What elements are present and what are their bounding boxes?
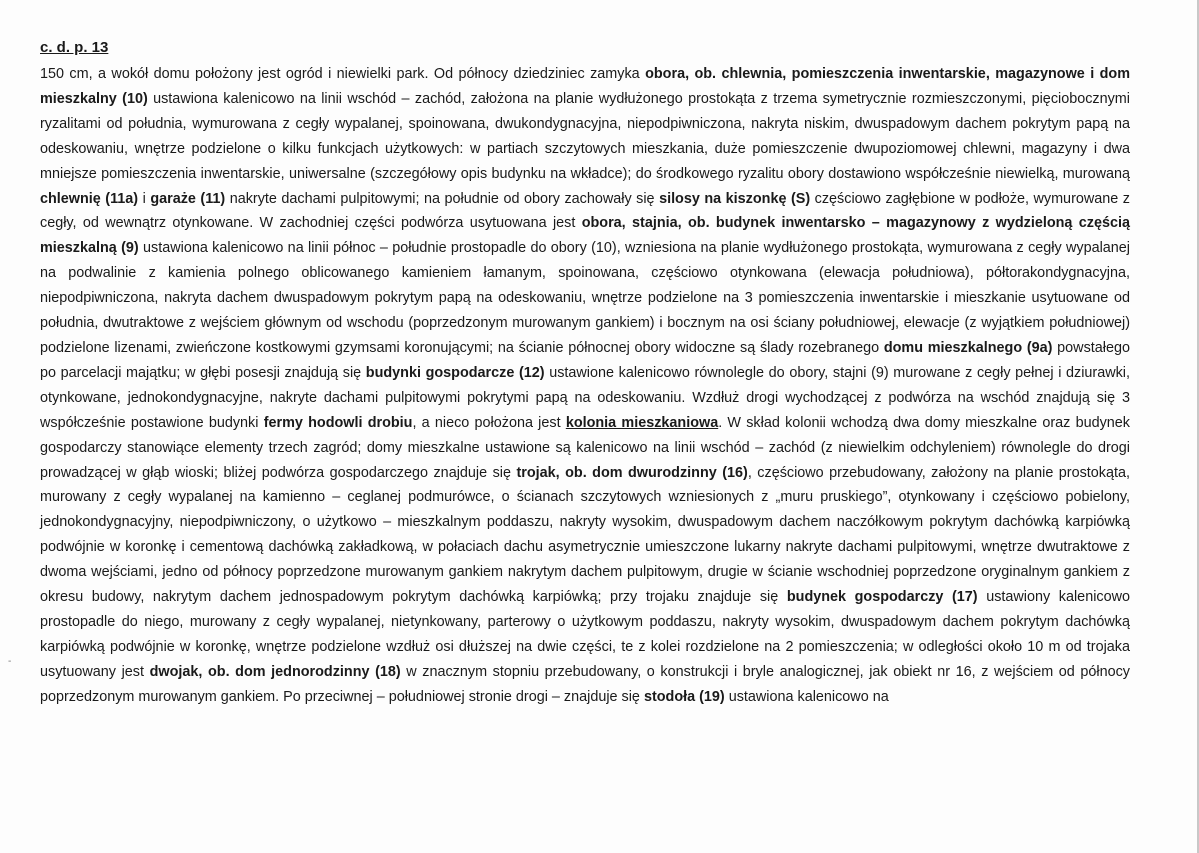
text-run: powstałego po parcelacji majątku; w głębi posesji znajdują się [40,339,1130,381]
text-run: ustawiona kalenicowo na [724,688,889,705]
bold-term: obora, ob. chlewnia, pomieszczenia inwentarskie, magazynowe i dom mieszkalny (10) [40,66,1130,107]
bold-term: stodoła (19) [643,688,725,705]
bold-term: trojak, ob. dom dwurodzinny (16) [516,464,748,481]
bold-term: fermy hodowli drobiu [263,414,413,431]
text-run: i [138,190,151,207]
page-heading: c. d. p. 13 [40,39,109,56]
text-run: w znacznym stopniu przebudowany, o konstrukcji i bryle analogicznej, jak obiekt nr 16, z wejściem od północy poprzedzonym murowanym gankiem. Po przeciwnej – południowej stronie drogi – znajduje się [40,663,1130,705]
text-run: ustawiony kalenicowo prostopadle do niego, murowany z cegły wypalanej, nietynkowany, parterowy o użytkowym poddaszu, nakryty wysokim, dwuspadowym dachem pokrytym dachówką karpiówką podwójnie w koronkę, wnętrze podzielone wzdłuż osi dłuższej na dwie części, te z kolei rozdzielone na 2 pomieszczenia; w odległości około 10 m od trojaka usytuowany jest [40,589,1130,680]
text-run: ustawiona kalenicowo na linii wschód – zachód, założona na planie wydłużonego prostokąta z trzema symetrycznie rozmieszczonymi, pięciobocznymi ryzalitami od południa, wymurowana z cegły wypalanej, spoinowana, dwukondygnacyjna, niepodpiwniczona, nakryta niskim, dwuspadowym dachem pokrytym papą na odeskowaniu, wnętrze podzielone o kilku funkcjach użytkowych: w partiach szczytowych mieszkania, duże pomieszczenie dwupoziomowej chlewni, magazyny i dwa mniejsze pomieszczenia inwentarskie, uniwersalne (szczegółowy opis budynku na wkładce); do środkowego ryzalitu obory dostawiono współcześnie niewielką, murowaną [40,90,1130,182]
text-run: . W skład kolonii wchodzą dwa domy mieszkalne oraz budynek gospodarczy stanowiące elementy trzech zagród; domy mieszkalne ustawione są kalenicowo na linii wschód – zachód (z niewielkim odchyleniem) równolegle do drogi prowadzącej w głąb wioski; bliżej podwórza gospodarczego znajduje się [40,414,1131,481]
margin-mark: - [8,656,12,667]
bold-term: budynek gospodarczy (17) [786,589,978,606]
body-paragraph [40,62,1130,710]
bold-term: chlewnię (11a) [40,190,139,207]
text-run: , częściowo przebudowany, założony na planie prostokąta, murowany z cegły wypalanej na kamienno – ceglanej podmurówce, o ścianach szczytowych wzniesionych z „muru pruskiego”, otynkowany i częściowo pobielony, jednokondygnacyjny, niepodpiwniczony, o użytkowo – mieszkalnym poddaszu, nakryty wysokim, dwuspadowym dachem naczółkowym pokrytym dachówką karpiówką podwójnie w koronkę i cementową dachówką zakładkową, w połaciach dachu asymetrycznie umieszczone lukarny nakryte dachami pulpitowymi, wnętrze dwutraktowe z dwoma wejściami, jedno od północy poprzedzone murowanym gankiem nakrytym dachem pulpitowym, drugie w ścianie wschodniej poprzedzone oryginalnym gankiem z okresu budowy, nakrytym dachem jednospadowym pokrytym dachówką karpiówką; przy trojaku znajduje się [40,464,1130,606]
text-run: 150 cm, a wokół domu położony jest ogród i niewielki park. Od północy dziedziniec zamyka [40,66,646,82]
underlined-term: kolonia mieszkaniowa [565,414,719,431]
bold-term: obora, stajnia, ob. budynek inwentarsko – magazynowy z wydzieloną częścią mieszkalną (9) [40,215,1130,257]
text-run: ustawiona kalenicowo na linii północ – południe prostopadle do obory (10), wzniesiona na planie wydłużonego prostokąta, wymurowana z cegły wypalanej na podwalinie z kamienia polnego oblicowanego kamieniem łamanym, spoinowana, częściowo otynkowana (elewacja południowa), półtorakondygnacyjna, niepodpiwniczona, nakryta dachem dwuspadowym pokrytym papą na odeskowaniu, wnętrze podzielone na 3 pomieszczenia inwentarskie i mieszkanie usytuowane od południa, dwutraktowe z wejściem głównym od wschodu (poprzedzonym murowanym gankiem) i bocznym na osi ściany południowej, elewacje (z wyjątkiem południowej) podzielone lizenami, zwieńczone kostkowymi gzymsami koronującymi; na ścianie północnej obory widoczne są ślady rozebranego [40,240,1130,356]
bold-term: domu mieszkalnego (9a) [883,339,1053,356]
bold-term: budynki gospodarcze (12) [365,364,545,381]
bold-term: garaże (11) [150,190,226,207]
bold-term [566,415,718,431]
text-run: nakryte dachami pulpitowymi; na południe od obory zachowały się [225,190,660,207]
bold-term: silosy na kiszonkę (S) [659,190,811,207]
text-run: , a nieco położona jest [412,414,566,431]
text-run: ustawione kalenicowo równolegle do obory, stajni (9) murowane z cegły pełnej i dziurawki, otynkowane, jednokondygnacyjne, nakryte dachami pulpitowymi pokrytymi papą na odeskowaniu. Wzdłuż drogi wychodzącej z podwórza na wschód znajdują się 3 współcześnie postawione budynki [40,364,1131,431]
text-run: częściowo zagłębione w podłoże, wymurowane z cegły, od wewnątrz otynkowane. W zachodniej części podwórza usytuowana jest [40,190,1130,232]
bold-term: dwojak, ob. dom jednorodzinny (18) [149,663,401,680]
